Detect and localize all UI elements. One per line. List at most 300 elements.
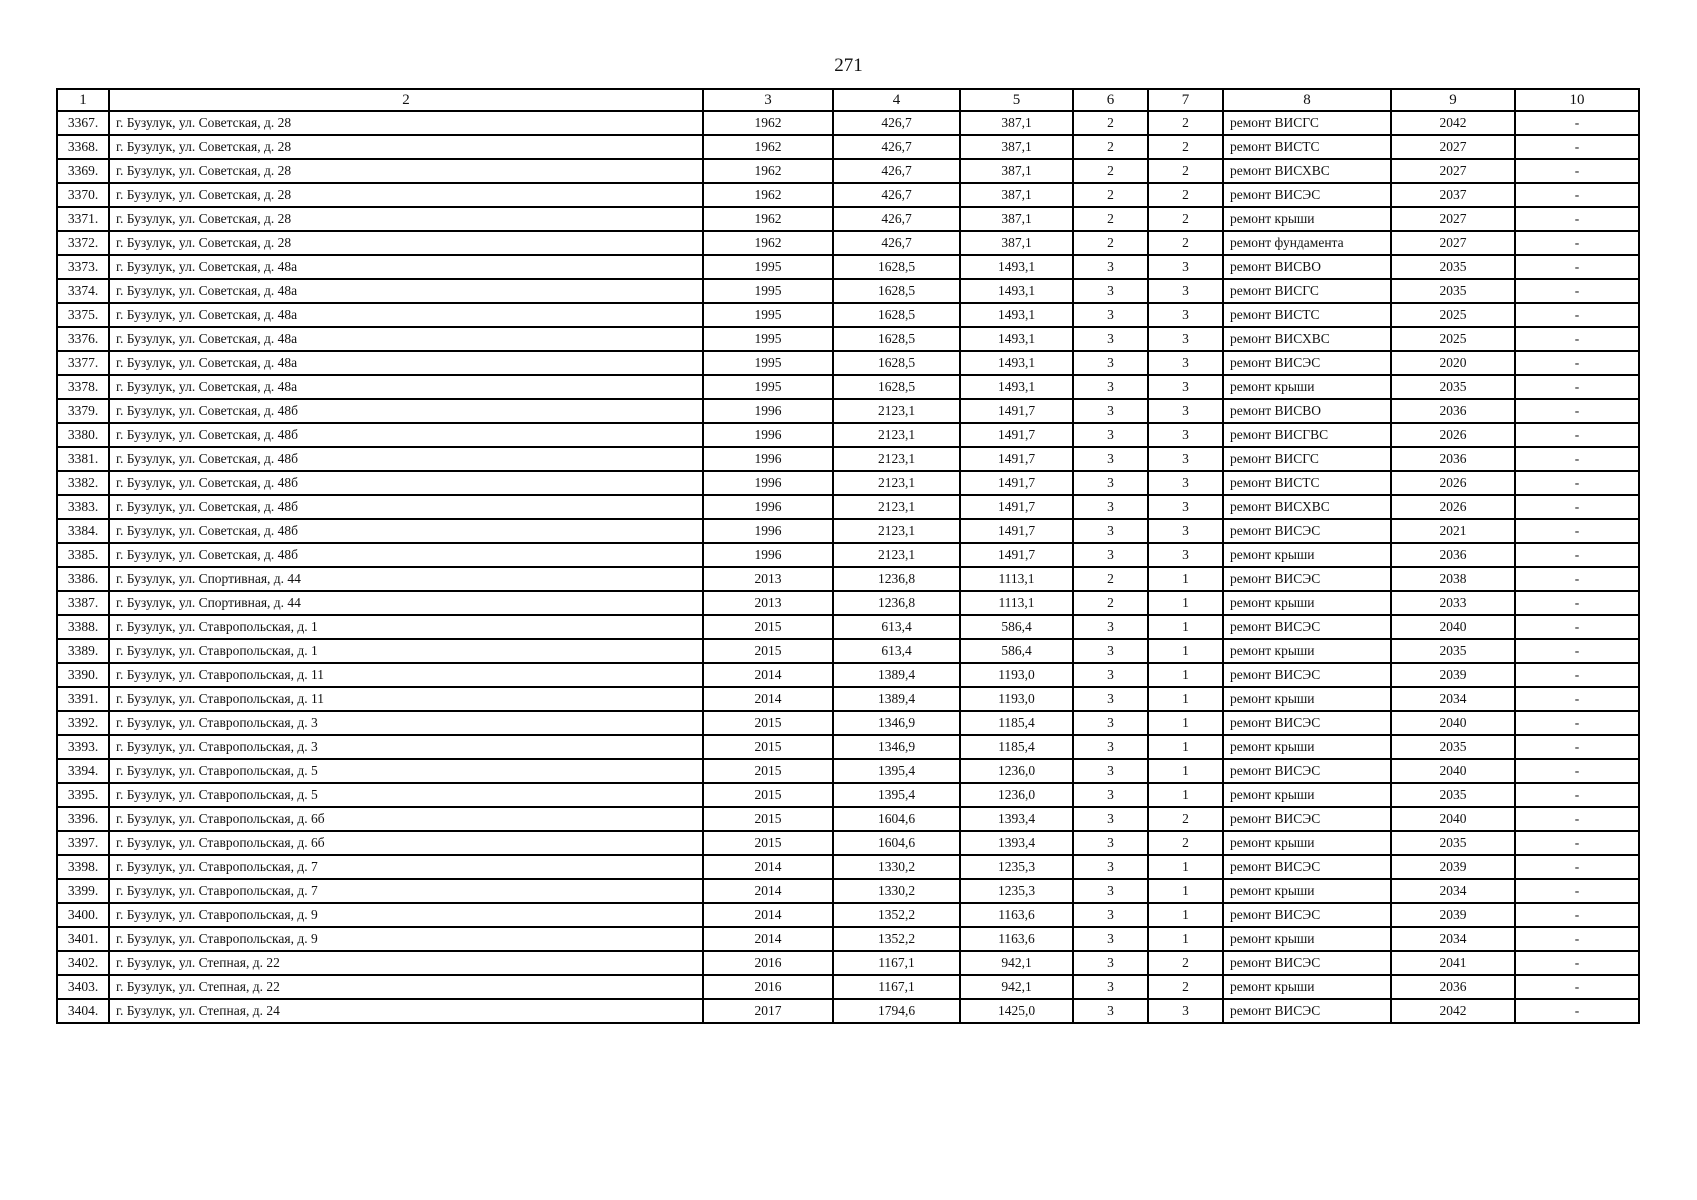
planned-year-cell: 2040 [1391,615,1515,639]
row-number-cell: 3374. [57,279,109,303]
floors-cell: 3 [1073,543,1148,567]
floors-cell: 3 [1073,615,1148,639]
floors-cell: 2 [1073,207,1148,231]
note-cell: - [1515,591,1639,615]
entrances-cell: 1 [1148,927,1223,951]
row-number-cell: 3378. [57,375,109,399]
total-area-cell: 426,7 [833,231,960,255]
table-row [57,183,1639,207]
row-number-cell: 3403. [57,975,109,999]
planned-year-cell: 2040 [1391,759,1515,783]
column-header: 7 [1148,89,1223,111]
planned-year-cell: 2025 [1391,303,1515,327]
entrances-cell: 1 [1148,663,1223,687]
floors-cell: 3 [1073,351,1148,375]
work-type-cell: ремонт ВИСЭС [1223,999,1391,1023]
planned-year-cell: 2036 [1391,399,1515,423]
year-cell: 2014 [703,663,833,687]
entrances-cell: 3 [1148,495,1223,519]
total-area-cell: 1628,5 [833,351,960,375]
total-area-cell: 1395,4 [833,783,960,807]
address-cell: г. Бузулук, ул. Советская, д. 48а [109,375,703,399]
table-row [57,255,1639,279]
year-cell: 1995 [703,255,833,279]
entrances-cell: 3 [1148,255,1223,279]
column-header: 5 [960,89,1073,111]
floors-cell: 3 [1073,951,1148,975]
year-cell: 1996 [703,447,833,471]
table-row [57,591,1639,615]
address-cell: г. Бузулук, ул. Советская, д. 48а [109,303,703,327]
entrances-cell: 1 [1148,783,1223,807]
address-cell: г. Бузулук, ул. Советская, д. 28 [109,111,703,135]
column-header: 4 [833,89,960,111]
entrances-cell: 3 [1148,519,1223,543]
year-cell: 2014 [703,879,833,903]
entrances-cell: 1 [1148,879,1223,903]
work-type-cell: ремонт ВИСЭС [1223,351,1391,375]
table-row [57,111,1639,135]
entrances-cell: 1 [1148,615,1223,639]
table-row [57,687,1639,711]
row-number-cell: 3399. [57,879,109,903]
planned-year-cell: 2027 [1391,207,1515,231]
total-area-cell: 2123,1 [833,543,960,567]
floors-cell: 3 [1073,303,1148,327]
work-type-cell: ремонт крыши [1223,543,1391,567]
work-type-cell: ремонт крыши [1223,591,1391,615]
note-cell: - [1515,567,1639,591]
table-row [57,855,1639,879]
living-area-cell: 1493,1 [960,279,1073,303]
floors-cell: 3 [1073,807,1148,831]
entrances-cell: 1 [1148,903,1223,927]
entrances-cell: 2 [1148,111,1223,135]
total-area-cell: 1167,1 [833,951,960,975]
table-body [57,111,1639,1023]
total-area-cell: 1628,5 [833,255,960,279]
address-cell: г. Бузулук, ул. Советская, д. 48б [109,471,703,495]
planned-year-cell: 2035 [1391,255,1515,279]
row-number-cell: 3396. [57,807,109,831]
floors-cell: 2 [1073,591,1148,615]
note-cell: - [1515,663,1639,687]
year-cell: 2015 [703,759,833,783]
row-number-cell: 3379. [57,399,109,423]
total-area-cell: 613,4 [833,639,960,663]
work-type-cell: ремонт крыши [1223,975,1391,999]
work-type-cell: ремонт ВИСГС [1223,111,1391,135]
total-area-cell: 426,7 [833,135,960,159]
planned-year-cell: 2035 [1391,735,1515,759]
address-cell: г. Бузулук, ул. Ставропольская, д. 5 [109,759,703,783]
work-type-cell: ремонт ВИСХВС [1223,495,1391,519]
address-cell: г. Бузулук, ул. Ставропольская, д. 1 [109,639,703,663]
work-type-cell: ремонт ВИСЭС [1223,663,1391,687]
entrances-cell: 3 [1148,375,1223,399]
address-cell: г. Бузулук, ул. Спортивная, д. 44 [109,567,703,591]
floors-cell: 3 [1073,927,1148,951]
living-area-cell: 1163,6 [960,927,1073,951]
year-cell: 2013 [703,591,833,615]
row-number-cell: 3387. [57,591,109,615]
work-type-cell: ремонт ВИСГС [1223,447,1391,471]
floors-cell: 2 [1073,111,1148,135]
work-type-cell: ремонт ВИСВО [1223,399,1391,423]
row-number-cell: 3373. [57,255,109,279]
note-cell: - [1515,783,1639,807]
entrances-cell: 2 [1148,831,1223,855]
entrances-cell: 1 [1148,855,1223,879]
row-number-cell: 3385. [57,543,109,567]
row-number-cell: 3368. [57,135,109,159]
planned-year-cell: 2025 [1391,327,1515,351]
table-row [57,783,1639,807]
row-number-cell: 3400. [57,903,109,927]
row-number-cell: 3382. [57,471,109,495]
total-area-cell: 1794,6 [833,999,960,1023]
row-number-cell: 3391. [57,687,109,711]
total-area-cell: 1236,8 [833,591,960,615]
floors-cell: 2 [1073,567,1148,591]
note-cell: - [1515,471,1639,495]
total-area-cell: 426,7 [833,111,960,135]
floors-cell: 2 [1073,159,1148,183]
floors-cell: 3 [1073,327,1148,351]
column-header: 2 [109,89,703,111]
table-row [57,327,1639,351]
table-header [57,89,1639,111]
address-cell: г. Бузулук, ул. Советская, д. 48а [109,279,703,303]
planned-year-cell: 2034 [1391,687,1515,711]
year-cell: 2015 [703,831,833,855]
total-area-cell: 2123,1 [833,423,960,447]
note-cell: - [1515,759,1639,783]
row-number-cell: 3393. [57,735,109,759]
address-cell: г. Бузулук, ул. Советская, д. 28 [109,135,703,159]
row-number-cell: 3370. [57,183,109,207]
work-type-cell: ремонт ВИСЭС [1223,567,1391,591]
floors-cell: 2 [1073,183,1148,207]
note-cell: - [1515,159,1639,183]
table-row [57,375,1639,399]
row-number-cell: 3388. [57,615,109,639]
note-cell: - [1515,135,1639,159]
work-type-cell: ремонт ВИСЭС [1223,519,1391,543]
planned-year-cell: 2035 [1391,639,1515,663]
total-area-cell: 1628,5 [833,279,960,303]
living-area-cell: 586,4 [960,615,1073,639]
planned-year-cell: 2027 [1391,135,1515,159]
floors-cell: 3 [1073,495,1148,519]
row-number-cell: 3381. [57,447,109,471]
year-cell: 1995 [703,303,833,327]
address-cell: г. Бузулук, ул. Советская, д. 48б [109,519,703,543]
floors-cell: 3 [1073,903,1148,927]
planned-year-cell: 2040 [1391,711,1515,735]
planned-year-cell: 2020 [1391,351,1515,375]
table-row [57,759,1639,783]
living-area-cell: 1491,7 [960,519,1073,543]
note-cell: - [1515,735,1639,759]
total-area-cell: 426,7 [833,159,960,183]
address-cell: г. Бузулук, ул. Ставропольская, д. 7 [109,879,703,903]
note-cell: - [1515,303,1639,327]
total-area-cell: 1389,4 [833,663,960,687]
work-type-cell: ремонт ВИСТС [1223,135,1391,159]
planned-year-cell: 2036 [1391,975,1515,999]
note-cell: - [1515,927,1639,951]
row-number-cell: 3372. [57,231,109,255]
entrances-cell: 3 [1148,327,1223,351]
address-cell: г. Бузулук, ул. Советская, д. 48б [109,543,703,567]
entrances-cell: 3 [1148,399,1223,423]
living-area-cell: 387,1 [960,207,1073,231]
living-area-cell: 586,4 [960,639,1073,663]
planned-year-cell: 2033 [1391,591,1515,615]
total-area-cell: 1628,5 [833,375,960,399]
floors-cell: 3 [1073,279,1148,303]
work-type-cell: ремонт крыши [1223,375,1391,399]
living-area-cell: 1493,1 [960,327,1073,351]
work-type-cell: ремонт фундамента [1223,231,1391,255]
planned-year-cell: 2036 [1391,447,1515,471]
living-area-cell: 387,1 [960,231,1073,255]
work-type-cell: ремонт крыши [1223,735,1391,759]
entrances-cell: 2 [1148,231,1223,255]
table-row [57,639,1639,663]
column-header: 6 [1073,89,1148,111]
entrances-cell: 2 [1148,135,1223,159]
table-row [57,831,1639,855]
total-area-cell: 2123,1 [833,519,960,543]
row-number-cell: 3386. [57,567,109,591]
entrances-cell: 3 [1148,423,1223,447]
living-area-cell: 1113,1 [960,567,1073,591]
table-row [57,351,1639,375]
table-row [57,519,1639,543]
floors-cell: 3 [1073,783,1148,807]
table-row [57,471,1639,495]
note-cell: - [1515,399,1639,423]
note-cell: - [1515,711,1639,735]
planned-year-cell: 2034 [1391,927,1515,951]
row-number-cell: 3402. [57,951,109,975]
note-cell: - [1515,639,1639,663]
total-area-cell: 2123,1 [833,471,960,495]
address-cell: г. Бузулук, ул. Ставропольская, д. 11 [109,687,703,711]
year-cell: 1995 [703,279,833,303]
year-cell: 2016 [703,975,833,999]
floors-cell: 3 [1073,855,1148,879]
note-cell: - [1515,999,1639,1023]
living-area-cell: 1236,0 [960,759,1073,783]
note-cell: - [1515,327,1639,351]
floors-cell: 2 [1073,231,1148,255]
entrances-cell: 3 [1148,999,1223,1023]
year-cell: 1996 [703,423,833,447]
note-cell: - [1515,375,1639,399]
year-cell: 1962 [703,111,833,135]
address-cell: г. Бузулук, ул. Ставропольская, д. 7 [109,855,703,879]
entrances-cell: 3 [1148,543,1223,567]
year-cell: 2016 [703,951,833,975]
year-cell: 1996 [703,471,833,495]
floors-cell: 3 [1073,447,1148,471]
work-type-cell: ремонт ВИСТС [1223,303,1391,327]
entrances-cell: 1 [1148,687,1223,711]
table-row [57,423,1639,447]
table-row [57,135,1639,159]
floors-cell: 3 [1073,975,1148,999]
note-cell: - [1515,519,1639,543]
note-cell: - [1515,951,1639,975]
entrances-cell: 3 [1148,279,1223,303]
table-row [57,159,1639,183]
note-cell: - [1515,975,1639,999]
entrances-cell: 2 [1148,807,1223,831]
entrances-cell: 2 [1148,951,1223,975]
work-type-cell: ремонт крыши [1223,879,1391,903]
entrances-cell: 1 [1148,711,1223,735]
work-type-cell: ремонт крыши [1223,639,1391,663]
living-area-cell: 1425,0 [960,999,1073,1023]
table-row [57,951,1639,975]
address-cell: г. Бузулук, ул. Советская, д. 28 [109,207,703,231]
table-row [57,495,1639,519]
total-area-cell: 1604,6 [833,831,960,855]
living-area-cell: 1193,0 [960,687,1073,711]
year-cell: 2015 [703,783,833,807]
planned-year-cell: 2026 [1391,495,1515,519]
year-cell: 2015 [703,807,833,831]
address-cell: г. Бузулук, ул. Советская, д. 48б [109,495,703,519]
data-table [56,88,1640,1024]
total-area-cell: 1389,4 [833,687,960,711]
address-cell: г. Бузулук, ул. Спортивная, д. 44 [109,591,703,615]
year-cell: 2014 [703,687,833,711]
address-cell: г. Бузулук, ул. Ставропольская, д. 6б [109,807,703,831]
floors-cell: 3 [1073,399,1148,423]
table-row [57,447,1639,471]
floors-cell: 3 [1073,711,1148,735]
living-area-cell: 1491,7 [960,495,1073,519]
total-area-cell: 2123,1 [833,447,960,471]
year-cell: 1996 [703,519,833,543]
table-row [57,279,1639,303]
note-cell: - [1515,615,1639,639]
floors-cell: 3 [1073,831,1148,855]
floors-cell: 3 [1073,639,1148,663]
living-area-cell: 387,1 [960,159,1073,183]
year-cell: 1962 [703,183,833,207]
living-area-cell: 1236,0 [960,783,1073,807]
living-area-cell: 1491,7 [960,543,1073,567]
living-area-cell: 1493,1 [960,375,1073,399]
work-type-cell: ремонт крыши [1223,831,1391,855]
entrances-cell: 2 [1148,975,1223,999]
work-type-cell: ремонт ВИСЭС [1223,615,1391,639]
row-number-cell: 3404. [57,999,109,1023]
row-number-cell: 3398. [57,855,109,879]
note-cell: - [1515,279,1639,303]
row-number-cell: 3376. [57,327,109,351]
work-type-cell: ремонт ВИСЭС [1223,711,1391,735]
year-cell: 2014 [703,927,833,951]
year-cell: 1995 [703,351,833,375]
address-cell: г. Бузулук, ул. Ставропольская, д. 3 [109,711,703,735]
living-area-cell: 1235,3 [960,879,1073,903]
note-cell: - [1515,207,1639,231]
work-type-cell: ремонт ВИСЭС [1223,183,1391,207]
table-row [57,567,1639,591]
total-area-cell: 1604,6 [833,807,960,831]
table-row [57,927,1639,951]
living-area-cell: 1491,7 [960,447,1073,471]
entrances-cell: 1 [1148,759,1223,783]
address-cell: г. Бузулук, ул. Советская, д. 48б [109,399,703,423]
note-cell: - [1515,351,1639,375]
note-cell: - [1515,879,1639,903]
living-area-cell: 1393,4 [960,831,1073,855]
entrances-cell: 3 [1148,447,1223,471]
floors-cell: 3 [1073,423,1148,447]
total-area-cell: 2123,1 [833,399,960,423]
work-type-cell: ремонт крыши [1223,687,1391,711]
year-cell: 1962 [703,159,833,183]
work-type-cell: ремонт ВИСЭС [1223,807,1391,831]
note-cell: - [1515,495,1639,519]
planned-year-cell: 2026 [1391,423,1515,447]
entrances-cell: 3 [1148,471,1223,495]
planned-year-cell: 2035 [1391,279,1515,303]
living-area-cell: 387,1 [960,111,1073,135]
note-cell: - [1515,831,1639,855]
year-cell: 2014 [703,855,833,879]
planned-year-cell: 2027 [1391,231,1515,255]
total-area-cell: 426,7 [833,207,960,231]
row-number-cell: 3397. [57,831,109,855]
work-type-cell: ремонт ВИСХВС [1223,159,1391,183]
table-row [57,231,1639,255]
total-area-cell: 1346,9 [833,735,960,759]
table-row [57,999,1639,1023]
floors-cell: 3 [1073,663,1148,687]
year-cell: 1995 [703,327,833,351]
floors-cell: 3 [1073,759,1148,783]
total-area-cell: 426,7 [833,183,960,207]
planned-year-cell: 2037 [1391,183,1515,207]
address-cell: г. Бузулук, ул. Советская, д. 48б [109,423,703,447]
living-area-cell: 1493,1 [960,303,1073,327]
living-area-cell: 1491,7 [960,423,1073,447]
living-area-cell: 1491,7 [960,399,1073,423]
year-cell: 2015 [703,615,833,639]
floors-cell: 3 [1073,879,1148,903]
row-number-cell: 3375. [57,303,109,327]
note-cell: - [1515,183,1639,207]
row-number-cell: 3367. [57,111,109,135]
work-type-cell: ремонт ВИСЭС [1223,759,1391,783]
address-cell: г. Бузулук, ул. Ставропольская, д. 9 [109,927,703,951]
address-cell: г. Бузулук, ул. Советская, д. 28 [109,231,703,255]
year-cell: 1995 [703,375,833,399]
row-number-cell: 3380. [57,423,109,447]
address-cell: г. Бузулук, ул. Советская, д. 48а [109,327,703,351]
entrances-cell: 1 [1148,639,1223,663]
column-header: 10 [1515,89,1639,111]
row-number-cell: 3394. [57,759,109,783]
